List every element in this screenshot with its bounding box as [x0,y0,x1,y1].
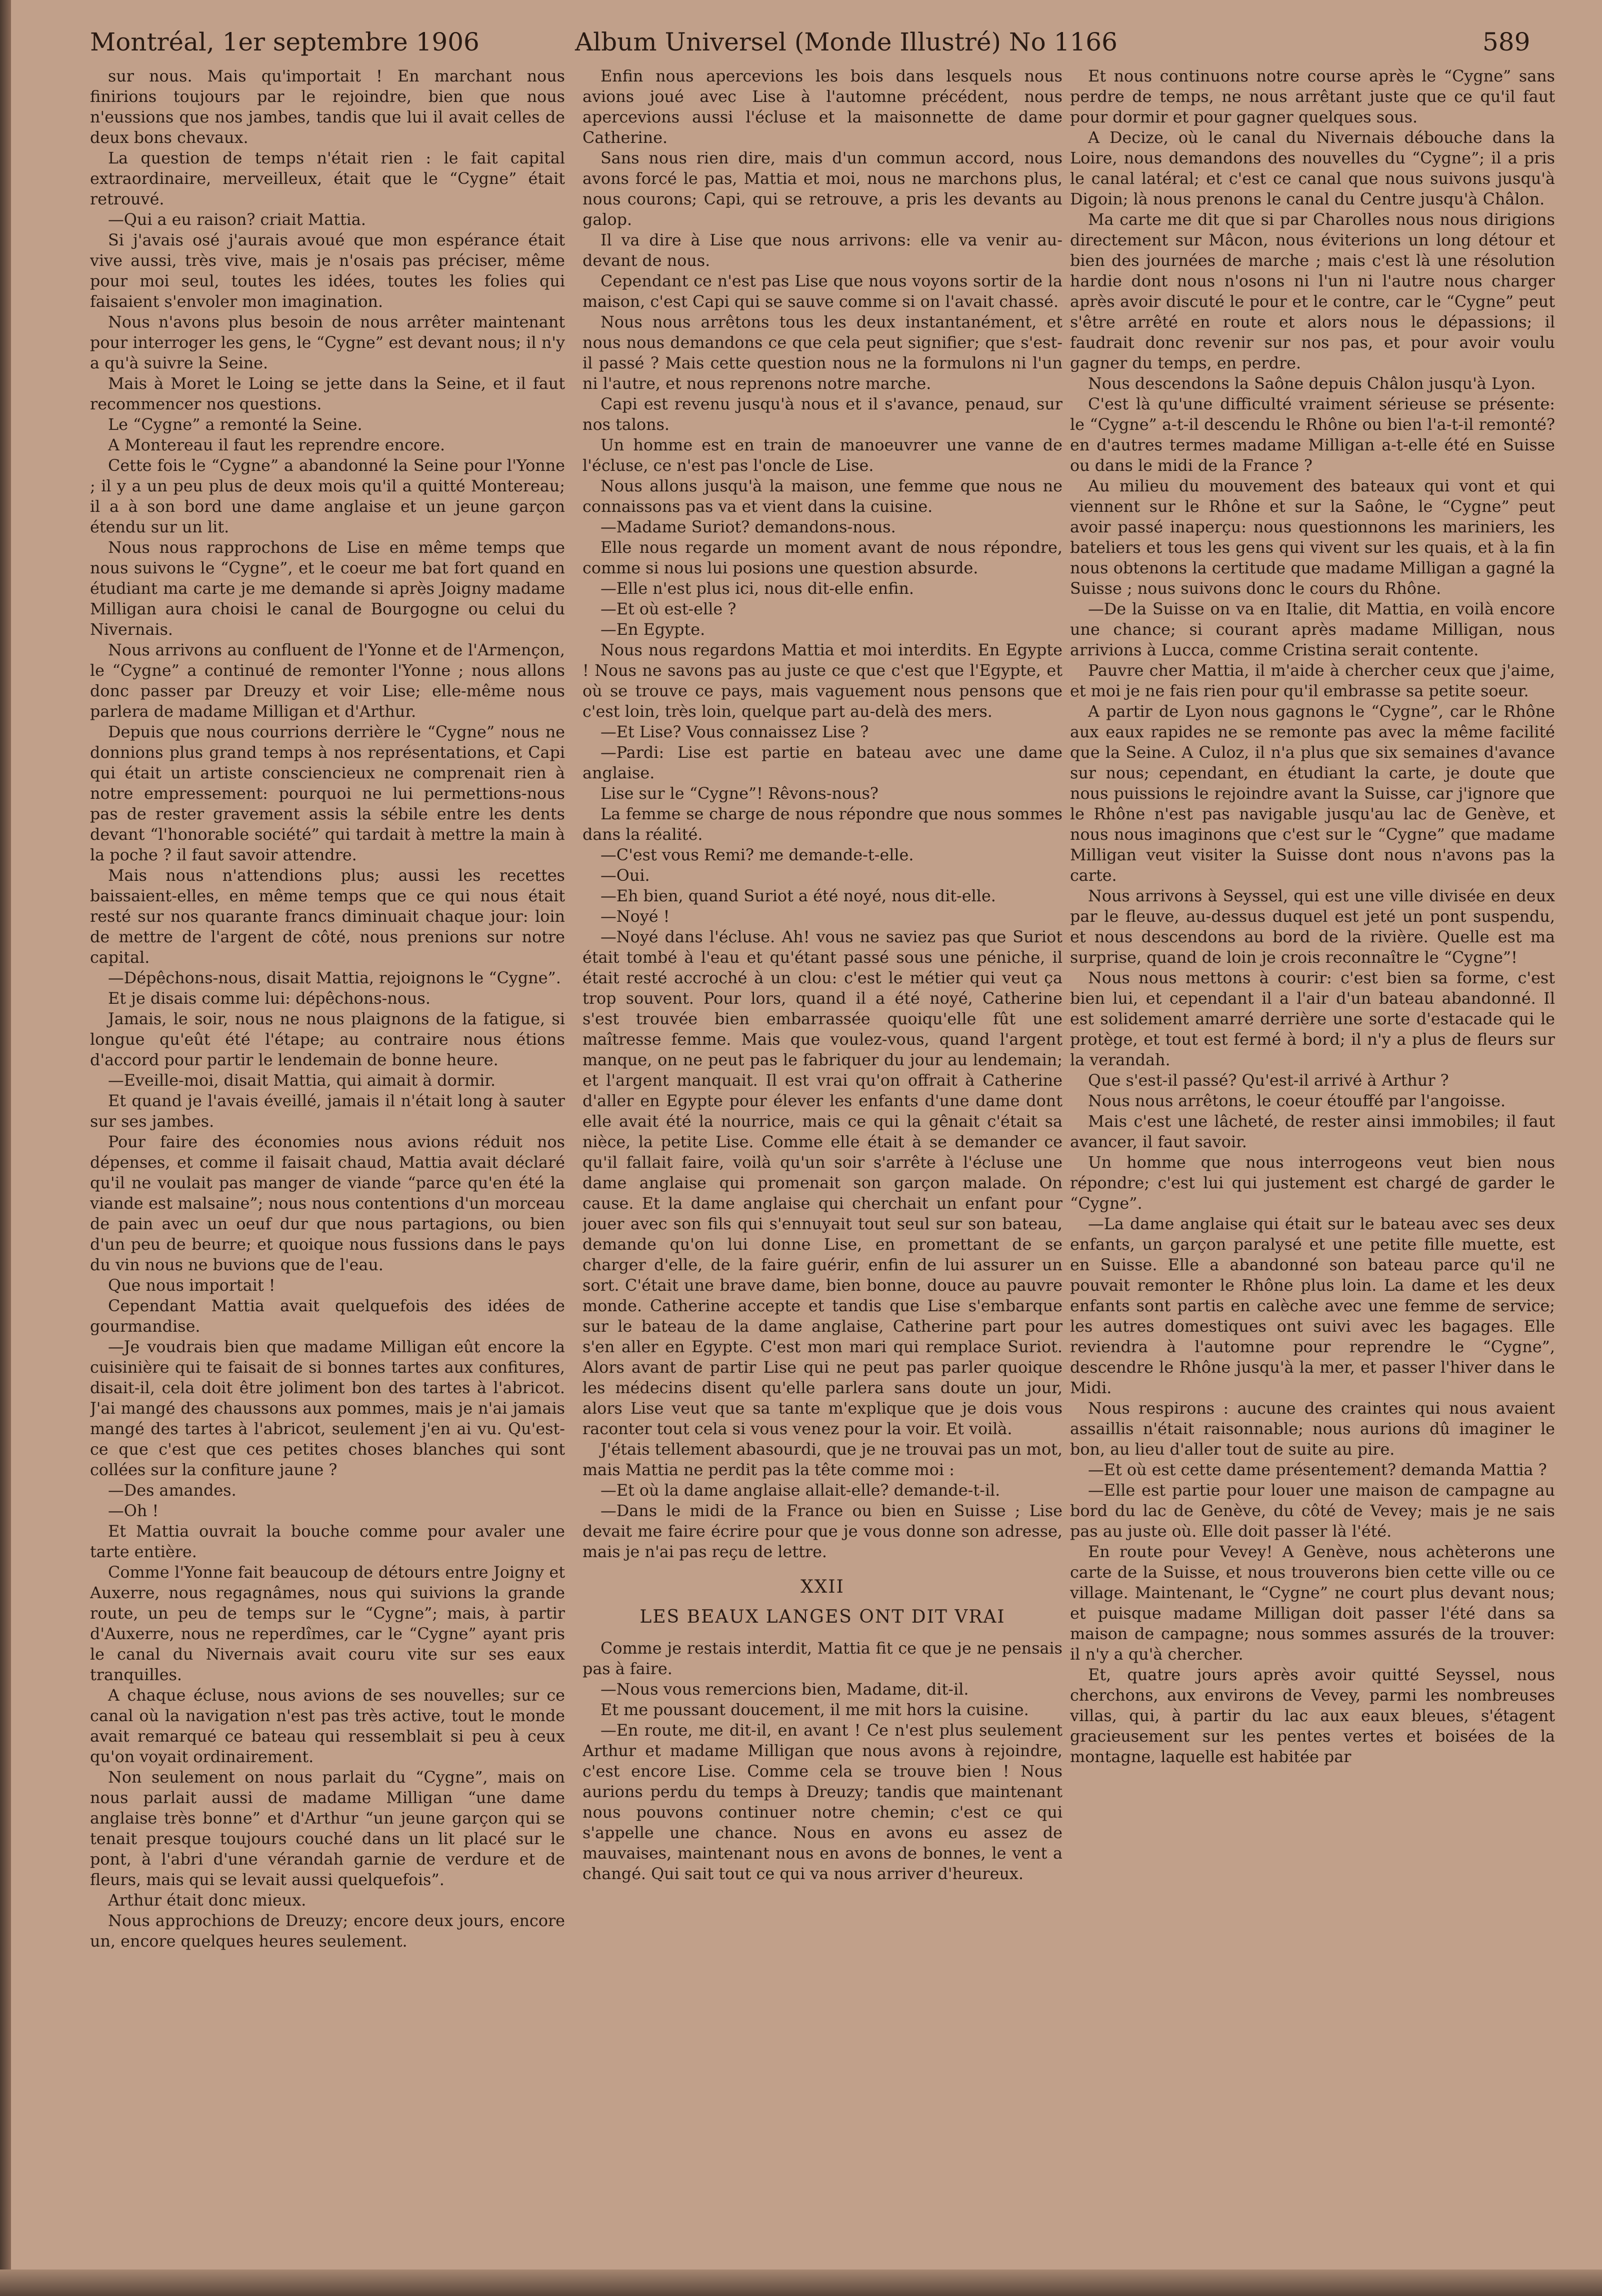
paragraph: Et nous continuons notre course après le “Cygne” sans perdre de temps, ne nous arrêtant juste que ce qu'il faut pour dormir et pour gagner quelques sous. [1070,67,1555,126]
paragraph: —De la Suisse on va en Italie, dit Mattia, en voilà encore une chance; si courant après madame Milligan, nous arrivions à Lucca, comme Cristina serait contente. [1070,600,1555,659]
paragraph: A partir de Lyon nous gagnons le “Cygne”, car le Rhône aux eaux rapides ne se remonte pas avec la même facilité que la Seine. A Culoz, il n'a plus que six semaines d'avance sur nous; cependant, en étudiant la carte, je doute que nous puissions le rejoindre avant la Suisse, car j'ignore que le Rhône n'est pas navigable jusqu'au lac de Genève, et nous nous imaginons que c'est sur le “Cygne” que madame Milligan veut visiter la Suisse dont nous n'avons pas la carte. [1070,702,1555,885]
paragraph: Cette fois le “Cygne” a abandonné la Seine pour l'Yonne ; il y a un peu plus de deux mois qu'il a quitté Montereau; il a à son bord une dame anglaise et un jeune garçon étendu sur un lit. [90,456,565,536]
paragraph: Arthur était donc mieux. [108,1891,306,1910]
paragraph: Le “Cygne” a remonté la Seine. [108,415,362,434]
book-spine-edge [0,0,11,2296]
paragraph: Nous arrivons à Seyssel, qui est une ville divisée en deux par le fleuve, au-dessus duquel est jeté un pont suspendu, et nous descendons au bord de la rivière. Quelle est ma surprise, quand de loin je crois reconnaître le “Cygne”! [1070,887,1555,967]
paragraph: Comme je restais interdit, Mattia fit ce que je ne pensais pas à faire. [582,1639,1062,1678]
paragraph: —Qui a eu raison? criait Mattia. [108,210,366,229]
paragraph: Mais à Moret le Loing se jette dans la Seine, et il faut recommencer nos questions. [90,374,565,413]
paragraph: —Dans le midi de la France ou bien en Suisse ; Lise devait me faire écrire pour que je vous donne son adresse, mais je n'ai pas reçu de lettre. [582,1502,1062,1561]
paragraph: Comme l'Yonne fait beaucoup de détours entre Joigny et Auxerre, nous regagnâmes, nous qui suivions la grande route, un peu de temps sur le “Cygne”; mais, à partir d'Auxerre, nous ne reperdîmes, car le “Cygne” ayant pris le canal du Nivernais avait couru vite sur ses eaux tranquilles. [90,1563,565,1684]
paragraph: Ma carte me dit que si par Charolles nous nous dirigions directement sur Mâcon, nous éviterions un long détour et bien des journées de marche ; mais c'est là une résolution hardie dont nous n'osons ni l'un ni l'autre nous charger après avoir discuté le pour et le contre, car le “Cygne” peut s'être arrêté en route et alors nous le dépassions; il faudrait donc revenir sur nos pas, et pour avoir voulu gagner du temps, en perdre. [1070,210,1555,372]
paragraph: —Dépêchons-nous, disait Mattia, rejoignons le “Cygne”. [108,969,561,987]
paragraph: —Pardi: Lise est partie en bateau avec une dame anglaise. [582,743,1062,782]
paragraph: —Nous vous remercions bien, Madame, dit-il. [600,1680,969,1699]
paragraph: Au milieu du mouvement des bateaux qui vont et qui viennent sur le Rhône et sur la Saône, le “Cygne” peut avoir passé inaperçu: nous questionnons les mariniers, les bateliers et tous les gens qui vivent sur les quais, et à la fin nous obtenons la certitude que madame Milligan a gagné la Suisse ; nous suivons donc le cours du Rhône. [1070,477,1555,598]
paragraph: —Oui. [600,866,650,885]
paragraph: —En route, me dit-il, en avant ! Ce n'est plus seulement Arthur et madame Milligan que nous avons à rejoindre, c'est encore Lise. Comme cela se trouve bien ! Nous aurions perdu du temps à Dreuzy; tandis que maintenant nous pouvons continuer notre chemin; c'est ce qui s'appelle une chance. Nous en avons eu assez de mauvaises, maintenant nous en avons de bonnes, le vent a changé. Qui sait tout ce qui va nous arriver d'heureux. [582,1721,1062,1883]
paragraph: Non seulement on nous parlait du “Cygne”, mais on nous parlait aussi de madame Milligan “une dame anglaise très bonne” et d'Arthur “un jeune garçon qui se tenait presque toujours couché dans un lit placé sur le pont, à l'abri d'une vérandah garnie de verdure et de fleurs, mais qui se levait aussi quelquefois”. [90,1768,565,1889]
paragraph: Nous allons jusqu'à la maison, une femme que nous ne connaissons pas va et vient dans la cuisine. [582,477,1062,516]
page-bottom-shadow [0,2270,1602,2296]
paragraph: Un homme est en train de manoeuvrer une vanne de l'écluse, ce n'est pas l'oncle de Lise. [582,436,1062,475]
paragraph: —Noyé ! [600,907,670,926]
paragraph: Pour faire des économies nous avions réduit nos dépenses, et comme il faisait chaud, Mattia avait déclaré qu'il ne voulait pas manger de viande “parce qu'en été la viande est malsaine”; nous nous contentions d'un morceau de pain avec un oeuf dur que nous partagions, ou bien d'un peu de beurre; et quoique nous fussions dans le pays du vin nous ne buvions que de l'eau. [90,1133,565,1274]
page-number: 589 [1482,27,1530,56]
paragraph: —Et Lise? Vous connaissez Lise ? [600,723,869,741]
paragraph: —Eh bien, quand Suriot a été noyé, nous dit-elle. [600,887,996,905]
paragraph: Mais c'est une lâcheté, de rester ainsi immobiles; il faut avancer, il faut savoir. [1070,1112,1555,1151]
paragraph: —Et où est cette dame présentement? demanda Mattia ? [1088,1461,1547,1479]
paragraph: Il va dire à Lise que nous arrivons: elle va venir au-devant de nous. [582,231,1062,270]
paragraph: Nous n'avons plus besoin de nous arrêter maintenant pour interroger les gens, le “Cygne” est devant nous; il n'y a qu'à suivre la Seine. [90,313,565,372]
paragraph: —C'est vous Remi? me demande-t-elle. [600,846,914,864]
column-3 [1070,66,1555,2271]
column-2-body [582,66,1062,1562]
paragraph: sur nous. Mais qu'importait ! En marchant nous finirions toujours par le rejoindre, bien que nous n'eussions que nos jambes, tandis que lui il avait celles de deux bons chevaux. [90,67,565,147]
paragraph: Sans nous rien dire, mais d'un commun accord, nous avons forcé le pas, Mattia et moi, nous ne marchons plus, nous courons; Capi, qui se retrouve, a pris les devants au galop. [582,149,1062,229]
paragraph: La femme se charge de nous répondre que nous sommes dans la réalité. [582,805,1062,844]
paragraph: La question de temps n'était rien : le fait capital extraordinaire, merveilleux, était que le “Cygne” était retrouvé. [90,149,565,208]
paragraph: Cependant Mattia avait quelquefois des idées de gourmandise. [90,1297,565,1336]
paragraph: —Eveille-moi, disait Mattia, qui aimait à dormir. [108,1071,496,1090]
paragraph: C'est là qu'une difficulté vraiment sérieuse se présente: le “Cygne” a-t-il descendu le Rhône ou bien l'a-t-il remonté? en d'autres termes madame Milligan a-t-elle été en Suisse ou dans le midi de la France ? [1070,395,1555,475]
paragraph: Jamais, le soir, nous ne nous plaignons de la fatigue, si longue qu'eût été l'étape; au contraire nous étions d'accord pour partir le lendemain de bonne heure. [90,1010,565,1069]
paragraph: —Des amandes. [108,1481,236,1500]
paragraph: —Noyé dans l'écluse. Ah! vous ne saviez pas que Suriot était tombé à l'eau et qu'étant passé sous une péniche, il était resté accroché à un clou: c'est le métier qui veut ça trop souvent. Pour lors, quand il a été noyé, Catherine s'est trouvée bien embarrassée quoiqu'elle fût une maîtresse femme. Mais que voulez-vous, quand l'argent manque, on ne peut pas le fabriquer du jour au lendemain; et l'argent manquait. Il est vrai qu'on offrait à Catherine d'aller en Egypte pour élever les enfants d'une dame dont elle avait été la nourrice, mais ce qui la gênait c'était sa nièce, la petite Lise. Comme elle était à se demander ce qu'il fallait faire, voilà qu'un soir s'arrête à l'écluse une dame anglaise qui promenait son garçon malade. On cause. Et la dame anglaise qui cherchait un enfant pour jouer avec son fils qui s'ennuyait tout seul sur son bateau, demande qu'on lui donne Lise, en promettant de se charger d'elle, de la faire guérir, enfin de lui assurer un sort. C'était une brave dame, bien bonne, douce au pauvre monde. Catherine accepte et tandis que Lise s'embarque sur le bateau de la dame anglaise, Catherine part pour s'en aller en Egypte. C'est mon mari qui remplace Suriot. Alors avant de partir Lise qui ne peut pas parler quoique les médecins disent qu'elle parlera sans doute un jour, alors Lise veut que sa tante m'explique que je dois vous raconter tout cela si vous venez pour la voir. Et voilà. [582,928,1062,1438]
paragraph: Elle nous regarde un moment avant de nous répondre, comme si nous lui posions une question absurde. [582,538,1062,577]
paragraph: Et, quatre jours après avoir quitté Seyssel, nous cherchons, aux environs de Vevey, parmi les nombreuses villas, qui, à partir du lac aux eaux bleues, s'étagent gracieusement sur les pentes vertes et boisées de la montagne, laquelle est habitée par [1070,1666,1555,1766]
header-publication: Album Universel (Monde Illustré) No 1166 [575,27,1118,56]
column-1 [90,66,565,2271]
paragraph: Et quand je l'avais éveillé, jamais il n'était long à sauter sur ses jambes. [90,1092,565,1131]
paragraph: Que s'est-il passé? Qu'est-il arrivé à Arthur ? [1088,1071,1449,1090]
paragraph: En route pour Vevey! A Genève, nous achèterons une carte de la Suisse, et nous trouverons bien cette ville ou ce village. Maintenant, le “Cygne” ne court plus devant nous; et puisque madame Milligan doit passer l'été dans sa maison de campagne; nous sommes assurés de la trouver: il n'y a qu'à chercher. [1070,1543,1555,1664]
paragraph: Et je disais comme lui: dépêchons-nous. [108,989,430,1008]
paragraph: Nous nous rapprochons de Lise en même temps que nous suivons le “Cygne”, et le coeur me bat fort quand en étudiant ma carte je me demande si après Joigny madame Milligan aura choisi le canal de Bourgogne ou celui du Nivernais. [90,538,565,639]
paragraph: A chaque écluse, nous avions de ses nouvelles; sur ce canal où la navigation n'est pas très active, tout le monde avait remarqué ce bateau qui ressemblait si peu à ceux qu'on voyait ordinairement. [90,1686,565,1766]
paragraph: Et Mattia ouvrait la bouche comme pour avaler une tarte entière. [90,1522,565,1561]
paragraph: Nous nous mettons à courir: c'est bien sa forme, c'est bien lui, et cependant il a l'air d'un bateau abandonné. Il est solidement amarré derrière une sorte d'estacade qui le protège, et tout est fermé à bord; il n'y a plus de fleurs sur la verandah. [1070,969,1555,1069]
paragraph: —Madame Suriot? demandons-nous. [600,518,896,536]
paragraph: Cependant ce n'est pas Lise que nous voyons sortir de la maison, c'est Capi qui se sauve comme si on l'avait chassé. [582,272,1062,311]
chapter-title: LES BEAUX LANGES ONT DIT VRAI [640,1607,1006,1627]
paragraph: A Decize, où le canal du Nivernais débouche dans la Loire, nous demandons des nouvelles du “Cygne”; il a pris le canal latéral; et c'est ce canal que nous suivons jusqu'à Digoin; là nous prenons le canal du Centre jusqu'à Châlon. [1070,128,1555,208]
paragraph: Nous nous arrêtons tous les deux instantanément, et nous nous demandons ce que cela peut signifier; que s'est-il passé ? Mais cette question nous ne la formulons ni l'un ni l'autre, et nous reprenons notre marche. [582,313,1062,393]
paragraph: —Elle est partie pour louer une maison de campagne au bord du lac de Genève, du côté de Vevey; mais je ne sais pas au juste où. Elle doit passer là l'été. [1070,1481,1555,1541]
paragraph: —Oh ! [108,1502,159,1520]
header-date: Montréal, 1er septembre 1906 [90,27,480,56]
paragraph: Depuis que nous courrions derrière le “Cygne” nous ne donnions plus grand temps à nos représentations, et Capi qui était un artiste consciencieux ne comprenait rien à notre empressement: pourquoi ne lui permettions-nous pas de rester gravement assis la sébile entre les dents devant “l'honorable société” qui tardait à mettre la main à la poche ? il faut savoir attendre. [90,723,565,864]
paragraph: Nous descendons la Saône depuis Châlon jusqu'à Lyon. [1088,374,1536,393]
paragraph: Nous approchions de Dreuzy; encore deux jours, encore un, encore quelques heures seulement. [90,1912,565,1951]
chapter-number: XXII [800,1577,844,1597]
paragraph: —Et où est-elle ? [600,600,736,618]
paragraph: —Elle n'est plus ici, nous dit-elle enfin. [600,579,914,598]
paragraph: Pauvre cher Mattia, il m'aide à chercher ceux que j'aime, et moi je ne fais rien pour qu'il embrasse sa petite soeur. [1070,661,1555,700]
paragraph: Nous arrivons au confluent de l'Yonne et de l'Armençon, le “Cygne” a continué de remonter l'Yonne ; nous allons donc passer par Dreuzy et voir Lise; elle-même nous parlera de madame Milligan et d'Arthur. [90,641,565,721]
paragraph: —Je voudrais bien que madame Milligan eût encore la cuisinière qui te faisait de si bonnes tartes aux confitures, disait-il, cela doit être joliment bon des tartes à l'abricot. J'ai mangé des chaussons aux pommes, mais je n'ai jamais mangé des tartes à l'abricot, seulement j'en ai vu. Qu'est-ce que c'est que ces petites choses blanches qui sont collées sur la confiture jaune ? [90,1338,565,1479]
paragraph: —La dame anglaise qui était sur le bateau avec ses deux enfants, un garçon paralysé et une petite fille muette, est en Suisse. Elle a abandonné son bateau parce qu'il ne pouvait remonter le Rhône plus loin. La dame et les deux enfants sont partis en calèche avec une femme de service; les autres domestiques ont suivi avec les bagages. Elle reviendra à l'automne pour reprendre le “Cygne”, descendre le Rhône jusqu'à la mer, et passer l'hiver dans le Midi. [1070,1215,1555,1397]
paragraph: Nous respirons : aucune des craintes qui nous avaient assaillis n'était raisonnable; nous aurions dû imaginer le bon, au lieu d'aller tout de suite au pire. [1070,1399,1555,1459]
paragraph: —Et où la dame anglaise allait-elle? demande-t-il. [600,1481,1000,1500]
paragraph: A Montereau il faut les reprendre encore. [108,436,446,454]
paragraph: Que nous importait ! [108,1276,276,1295]
paragraph: Capi est revenu jusqu'à nous et il s'avance, penaud, sur nos talons. [582,395,1062,434]
paragraph: Mais nous n'attendions plus; aussi les recettes baissaient-elles, en même temps que ce qui nous était resté sur nos quarante francs diminuait chaque jour: loin de mettre de l'argent de côté, nous prenions sur notre capital. [90,866,565,967]
paragraph: Si j'avais osé j'aurais avoué que mon espérance était vive aussi, très vive, mais je n'osais pas préciser, même pour moi seul, toutes les idées, toutes les folies qui faisaient s'envoler mon imagination. [90,231,565,311]
paragraph: Lise sur le “Cygne”! Rêvons-nous? [600,784,878,803]
paragraph: Et me poussant doucement, il me mit hors la cuisine. [600,1701,1029,1719]
paragraph: Nous nous regardons Mattia et moi interdits. En Egypte ! Nous ne savons pas au juste ce que c'est que l'Egypte, et où se trouve ce pays, mais vaguement nous pensons que c'est loin, très loin, quelque part au-delà des mers. [582,641,1062,721]
chapter-body [582,1638,1062,1884]
paragraph: Un homme que nous interrogeons veut bien nous répondre; c'est lui qui justement est chargé de garder le “Cygne”. [1070,1153,1555,1213]
paragraph: —En Egypte. [600,620,706,639]
column-2 [582,66,1062,2271]
paragraph: J'étais tellement abasourdi, que je ne trouvai pas un mot, mais Mattia ne perdit pas la tête comme moi : [582,1440,1062,1479]
paragraph: Enfin nous apercevions les bois dans lesquels nous avions joué avec Lise à l'automne précédent, nous apercevions aussi l'écluse et la maisonnette de dame Catherine. [582,67,1062,147]
paragraph: Nous nous arrêtons, le coeur étouffé par l'angoisse. [1088,1092,1506,1110]
